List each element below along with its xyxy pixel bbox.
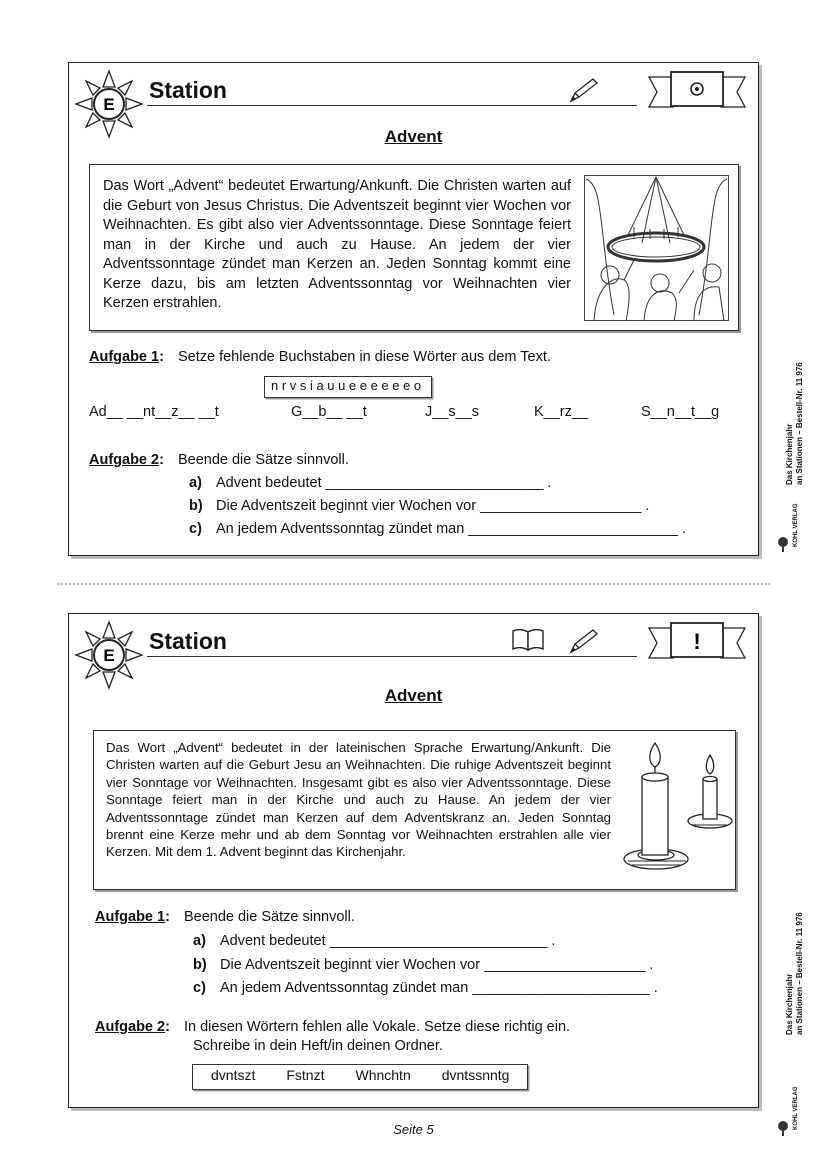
ribbon-banner bbox=[647, 620, 747, 664]
tree-logo-icon bbox=[776, 536, 790, 552]
station-title: Station bbox=[149, 628, 227, 654]
task2-row bbox=[95, 1019, 570, 1035]
task2-instruction: Beende die Sätze sinnvoll. bbox=[177, 452, 349, 468]
task1-instruction: Beende die Sätze sinnvoll. bbox=[183, 909, 355, 925]
task1-item-c bbox=[193, 980, 658, 996]
vowel-word-1: dvntszt bbox=[211, 1067, 256, 1083]
title-underline bbox=[147, 105, 637, 106]
page-number: Seite 5 bbox=[393, 1122, 434, 1137]
vowel-word-3: Whnchtn bbox=[355, 1067, 411, 1083]
station-card-1 bbox=[68, 62, 759, 556]
task1-colon: : bbox=[165, 909, 170, 925]
item-label: a) bbox=[189, 475, 202, 491]
item-text: Die Adventszeit beginnt vier Wochen vor ____________________ . bbox=[220, 957, 654, 973]
item-label: a) bbox=[193, 933, 206, 949]
item-label: b) bbox=[189, 498, 203, 514]
task1-item-b bbox=[193, 957, 653, 973]
candles-illustration bbox=[622, 741, 734, 881]
item-text: An jedem Adventssonntag zündet man ______________________ . bbox=[220, 980, 658, 996]
card-subtitle: Advent bbox=[384, 127, 443, 146]
info-text-box bbox=[93, 730, 736, 890]
word-blank-2: G__b__ __t bbox=[291, 404, 367, 420]
task2-label: Aufgabe 2 bbox=[89, 452, 160, 468]
publisher-logo-2: KOHL VERLAG bbox=[793, 1086, 799, 1130]
task1-row bbox=[95, 909, 355, 925]
station-letter: E bbox=[103, 95, 115, 114]
info-text: Das Wort „Advent“ bedeutet Erwartung/Ankunft. Die Christen warten auf die Geburt von Jesus Christus. Die Adventszeit beginnt vier Wochen vor Weihnachten. Es gibt also vier Adventssonntage. Diese Sonntage feiert man in der Kirche und auch zu Hause. An jedem der vier Adventssonntage zündet man Kerzen an. Jeden Sonntag kommt eine Kerze dazu, bis am letzten Adventssonntag vor Weihnachten vier Kerzen erstrahlen. bbox=[103, 178, 571, 311]
word-blank-3: J__s__s bbox=[425, 404, 480, 420]
item-text: Advent bedeutet ___________________________ . bbox=[220, 933, 556, 949]
task1-colon: : bbox=[159, 349, 164, 365]
task2-item-b bbox=[189, 498, 649, 514]
word-blank-4: K__rz__ bbox=[534, 404, 589, 420]
task1-instruction: Setze fehlende Buchstaben in diese Wörter aus dem Text. bbox=[177, 349, 551, 365]
task2-item-c bbox=[189, 521, 686, 537]
station-title: Station bbox=[149, 77, 227, 103]
item-label: b) bbox=[193, 957, 207, 973]
side-line-2: an Stationen – Bestell-Nr. 11 976 bbox=[795, 362, 804, 485]
task2-colon: : bbox=[165, 1019, 170, 1035]
side-line-1: Das Kirchenjahr bbox=[785, 423, 794, 485]
item-text: Advent bedeutet ___________________________ . bbox=[216, 475, 552, 491]
book-icon bbox=[511, 624, 545, 654]
exclamation-icon: ! bbox=[693, 629, 701, 654]
task2-instruction-2: Schreibe in dein Heft/in deinen Ordner. bbox=[193, 1038, 443, 1054]
station-letter: E bbox=[103, 646, 115, 665]
task1-item-a bbox=[193, 933, 555, 949]
side-line-1: Das Kirchenjahr bbox=[785, 973, 794, 1035]
pencil-icon bbox=[567, 75, 601, 105]
sun-icon bbox=[74, 620, 144, 690]
vowel-word-2: Fstnzt bbox=[286, 1067, 325, 1083]
task2-colon: : bbox=[159, 452, 164, 468]
vowel-words-box bbox=[192, 1064, 528, 1090]
task1-label: Aufgabe 1 bbox=[89, 349, 160, 365]
task1-label: Aufgabe 1 bbox=[95, 909, 166, 925]
task2-item-a bbox=[189, 475, 551, 491]
info-text-box bbox=[89, 164, 739, 331]
task2-row bbox=[89, 452, 349, 468]
card-subtitle: Advent bbox=[384, 686, 443, 705]
item-label: c) bbox=[189, 521, 202, 537]
vowel-word-4: dvntssnntg bbox=[441, 1067, 510, 1083]
side-line-2: an Stationen – Bestell-Nr. 11 976 bbox=[795, 912, 804, 1035]
station-card-2 bbox=[68, 613, 759, 1108]
task2-label: Aufgabe 2 bbox=[95, 1019, 166, 1035]
word-blank-1: Ad__ __nt__z__ __t bbox=[89, 404, 219, 420]
pencil-icon bbox=[567, 626, 601, 656]
cut-line bbox=[58, 583, 770, 585]
item-text: Die Adventszeit beginnt vier Wochen vor ____________________ . bbox=[216, 498, 650, 514]
title-underline bbox=[147, 656, 637, 657]
item-text: An jedem Adventssonntag zündet man __________________________ . bbox=[216, 521, 687, 537]
task2-instruction: In diesen Wörtern fehlen alle Vokale. Setze diese richtig ein. bbox=[183, 1019, 571, 1035]
publisher-logo-1: KOHL VERLAG bbox=[793, 503, 799, 547]
task1-row bbox=[89, 349, 551, 365]
ribbon-banner bbox=[647, 69, 747, 113]
letter-bank: nrvsiauueeeeeeo bbox=[264, 376, 432, 398]
advent-wreath-illustration bbox=[584, 175, 729, 321]
side-credit-2 bbox=[785, 912, 805, 1035]
side-credit-1 bbox=[785, 362, 805, 485]
info-text: Das Wort „Advent“ bedeutet in der lateinischen Sprache Erwartung/Ankunft. Die Christen warten auf die Geburt Jesu an Weihnachten. Die ruhige Adventszeit beginnt vier Sonntage vor Weihnachten. Insgesamt gibt es also vier Adventssonntage. Diese Sonntage feiert man in der Kirche und auch zu Hause. An jedem der vier Adventssonntage zündet man Kerzen auf dem Adventskranz an. Jeden Sonntag brennt eine Kerze mehr und ab dem Sonntag vor Weihnachten erstrahlen alle vier Kerzen. Mit dem 1. Advent beginnt das Kirchenjahr. bbox=[106, 740, 611, 860]
item-label: c) bbox=[193, 980, 206, 996]
word-blank-5: S__n__t__g bbox=[641, 404, 720, 420]
